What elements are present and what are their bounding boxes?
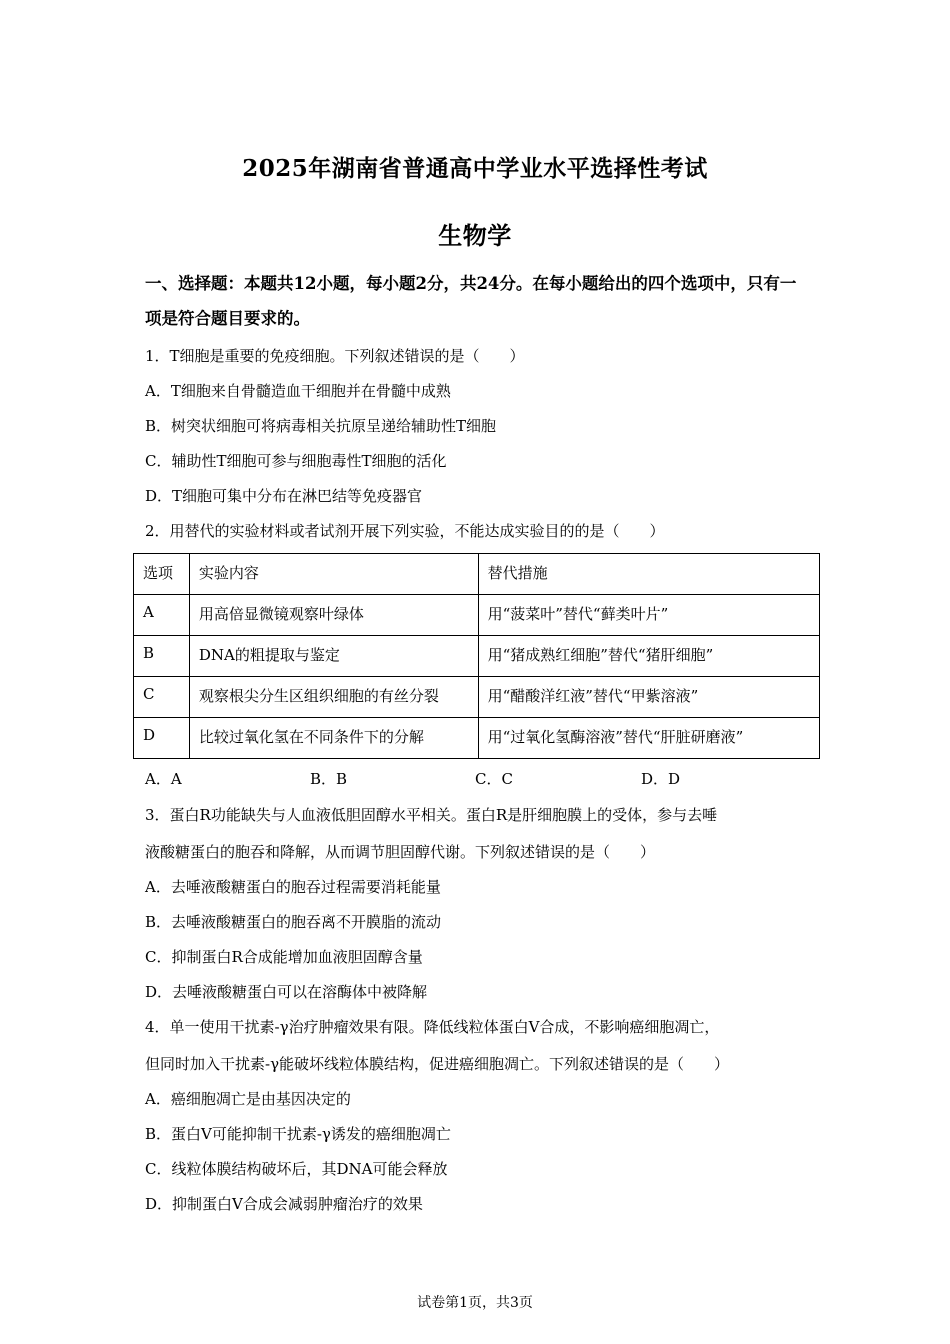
table-cell: C [134,677,190,718]
table-cell: 用“醋酸洋红液”替代“甲紫溶液” [478,677,819,718]
q4-option-a: A．癌细胞凋亡是由基因决定的 [145,1090,351,1108]
q2-option-c: C．C [475,770,513,788]
table-cell: 观察根尖分生区组织细胞的有丝分裂 [189,677,478,718]
q3-option-a: A．去唾液酸糖蛋白的胞吞过程需要消耗能量 [145,878,441,896]
table-cell: 用“菠菜叶”替代“藓类叶片” [478,595,819,636]
table-row [134,718,820,759]
table-header-cell: 实验内容 [189,554,478,595]
table-cell: 用“猪成熟红细胞”替代“猪肝细胞” [478,636,819,677]
table-cell: DNA的粗提取与鉴定 [189,636,478,677]
q4-stem-line1: 4．单一使用干扰素-γ治疗肿瘤效果有限。降低线粒体蛋白V合成，不影响癌细胞凋亡， [145,1018,720,1036]
q4-stem-line2: 但同时加入干扰素-γ能破坏线粒体膜结构，促进癌细胞凋亡。下列叙述错误的是（ ） [145,1055,730,1073]
page-footer: 试卷第1页，共3页 [417,1295,533,1311]
table-cell: B [134,636,190,677]
q2-option-d: D．D [641,770,681,788]
q2-option-a: A．A [145,770,182,788]
q4-option-b: B．蛋白V可能抑制干扰素-γ诱发的癌细胞凋亡 [145,1125,451,1143]
q3-option-c: C．抑制蛋白R合成能增加血液胆固醇含量 [145,948,423,966]
table-header-row [134,554,820,595]
subject-title: 生物学 [438,221,512,250]
q1-stem: 1．T细胞是重要的免疫细胞。下列叙述错误的是（ ） [145,347,525,365]
table-header-cell: 选项 [134,554,190,595]
q3-option-d: D．去唾液酸糖蛋白可以在溶酶体中被降解 [145,983,428,1001]
table-cell: D [134,718,190,759]
q3-option-b: B．去唾液酸糖蛋白的胞吞离不开膜脂的流动 [145,913,442,931]
table-cell: 用高倍显微镜观察叶绿体 [189,595,478,636]
table-header-cell: 替代措施 [478,554,819,595]
q1-option-a: A．T细胞来自骨髓造血干细胞并在骨髓中成熟 [145,382,451,400]
q1-option-b: B．树突状细胞可将病毒相关抗原呈递给辅助性T细胞 [145,417,497,435]
table-row [134,677,820,718]
exam-title: 2025年湖南省普通高中学业水平选择性考试 [242,155,708,182]
q3-stem-line2: 液酸糖蛋白的胞吞和降解，从而调节胆固醇代谢。下列叙述错误的是（ ） [145,843,656,861]
section-heading: 一、选择题：本题共12小题，每小题2分，共24分。在每小题给出的四个选项中，只有一项是符合题目要求的。 [145,274,797,328]
q3-stem-line1: 3．蛋白R功能缺失与人血液低胆固醇水平相关。蛋白R是肝细胞膜上的受体，参与去唾 [145,806,718,824]
table-row [134,595,820,636]
table-cell: 比较过氧化氢在不同条件下的分解 [189,718,478,759]
q4-option-d: D．抑制蛋白V合成会减弱肿瘤治疗的效果 [145,1195,423,1213]
table-cell: 用“过氧化氢酶溶液”替代“肝脏研磨液” [478,718,819,759]
table-cell: A [134,595,190,636]
q1-option-c: C．辅助性T细胞可参与细胞毒性T细胞的活化 [145,452,447,470]
q2-stem: 2．用替代的实验材料或者试剂开展下列实验，不能达成实验目的的是（ ） [145,522,665,540]
table-row [134,636,820,677]
q2-option-b: B．B [310,770,348,788]
q2-table [133,553,820,759]
q1-option-d: D．T细胞可集中分布在淋巴结等免疫器官 [145,487,423,505]
q4-option-c: C．线粒体膜结构破坏后，其DNA可能会释放 [145,1160,448,1178]
